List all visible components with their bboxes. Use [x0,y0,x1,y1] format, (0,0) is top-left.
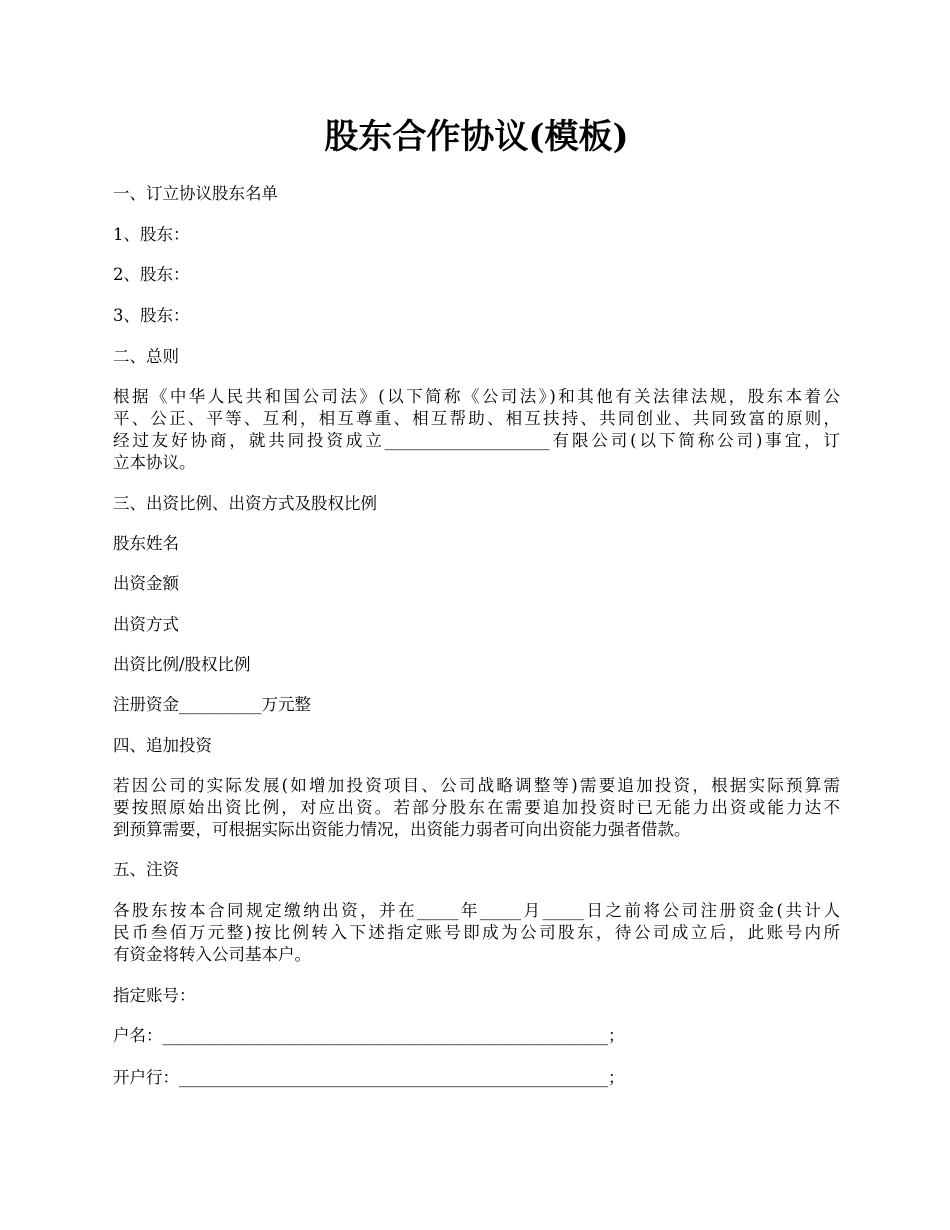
paragraph-line: 民币叁佰万元整)按比例转入下述指定账号即成为公司股东，待公司成立后，此账号内所 [113,923,840,942]
equity-ratio-label: 出资比例/股权比例 [113,655,251,674]
contribution-amount-label: 出资金额 [113,574,179,593]
section-2-heading: 二、总则 [113,347,179,366]
additional-investment-paragraph [113,775,840,841]
account-name-line: 户名：______________________________________________________； [113,1026,625,1045]
section-3-heading: 三、出资比例、出资方式及股权比例 [113,494,377,513]
shareholder-1: 1、股东： [113,225,190,244]
capital-injection-paragraph [113,900,840,966]
registered-capital-line: 注册资金__________万元整 [113,695,311,714]
shareholder-3: 3、股东： [113,306,190,325]
paragraph-line: 平、公正、平等、互利，相互尊重、相互帮助、相互扶持、共同创业、共同致富的原则， [113,409,840,428]
document-title: 股东合作协议(模板) [324,117,629,157]
shareholder-2: 2、股东： [113,265,190,284]
contribution-method-label: 出资方式 [113,615,179,634]
paragraph-line: 到预算需要，可根据实际出资能力情况，出资能力弱者可向出资能力强者借款。 [113,820,691,839]
paragraph-line: 有资金将转入公司基本户。 [113,945,311,964]
paragraph-line: 各股东按本合同规定缴纳出资，并在_____年_____月_____日之前将公司注册资金(共计人 [113,901,840,920]
paragraph-line: 要按照原始出资比例，对应出资。若部分股东在需要追加投资时已无能力出资或能力达不 [113,798,840,817]
section-1-heading: 一、订立协议股东名单 [113,184,278,203]
paragraph-line: 立本协议。 [113,453,196,472]
designated-account-label: 指定账号： [113,986,196,1005]
paragraph-line: 根据《中华人民共和国公司法》(以下简称《公司法》)和其他有关法律法规，股东本着公 [113,387,840,406]
account-bank-line: 开户行：____________________________________________________； [113,1068,625,1087]
section-5-heading: 五、注资 [113,860,179,879]
section-4-heading: 四、追加投资 [113,736,212,755]
general-principles-paragraph [113,386,840,474]
shareholder-name-label: 股东姓名 [113,534,179,553]
paragraph-line: 经过友好协商，就共同投资成立____________________有限公司(以下简称公司)事宜，订 [113,431,840,450]
paragraph-line: 若因公司的实际发展(如增加投资项目、公司战略调整等)需要追加投资，根据实际预算需 [113,776,840,795]
